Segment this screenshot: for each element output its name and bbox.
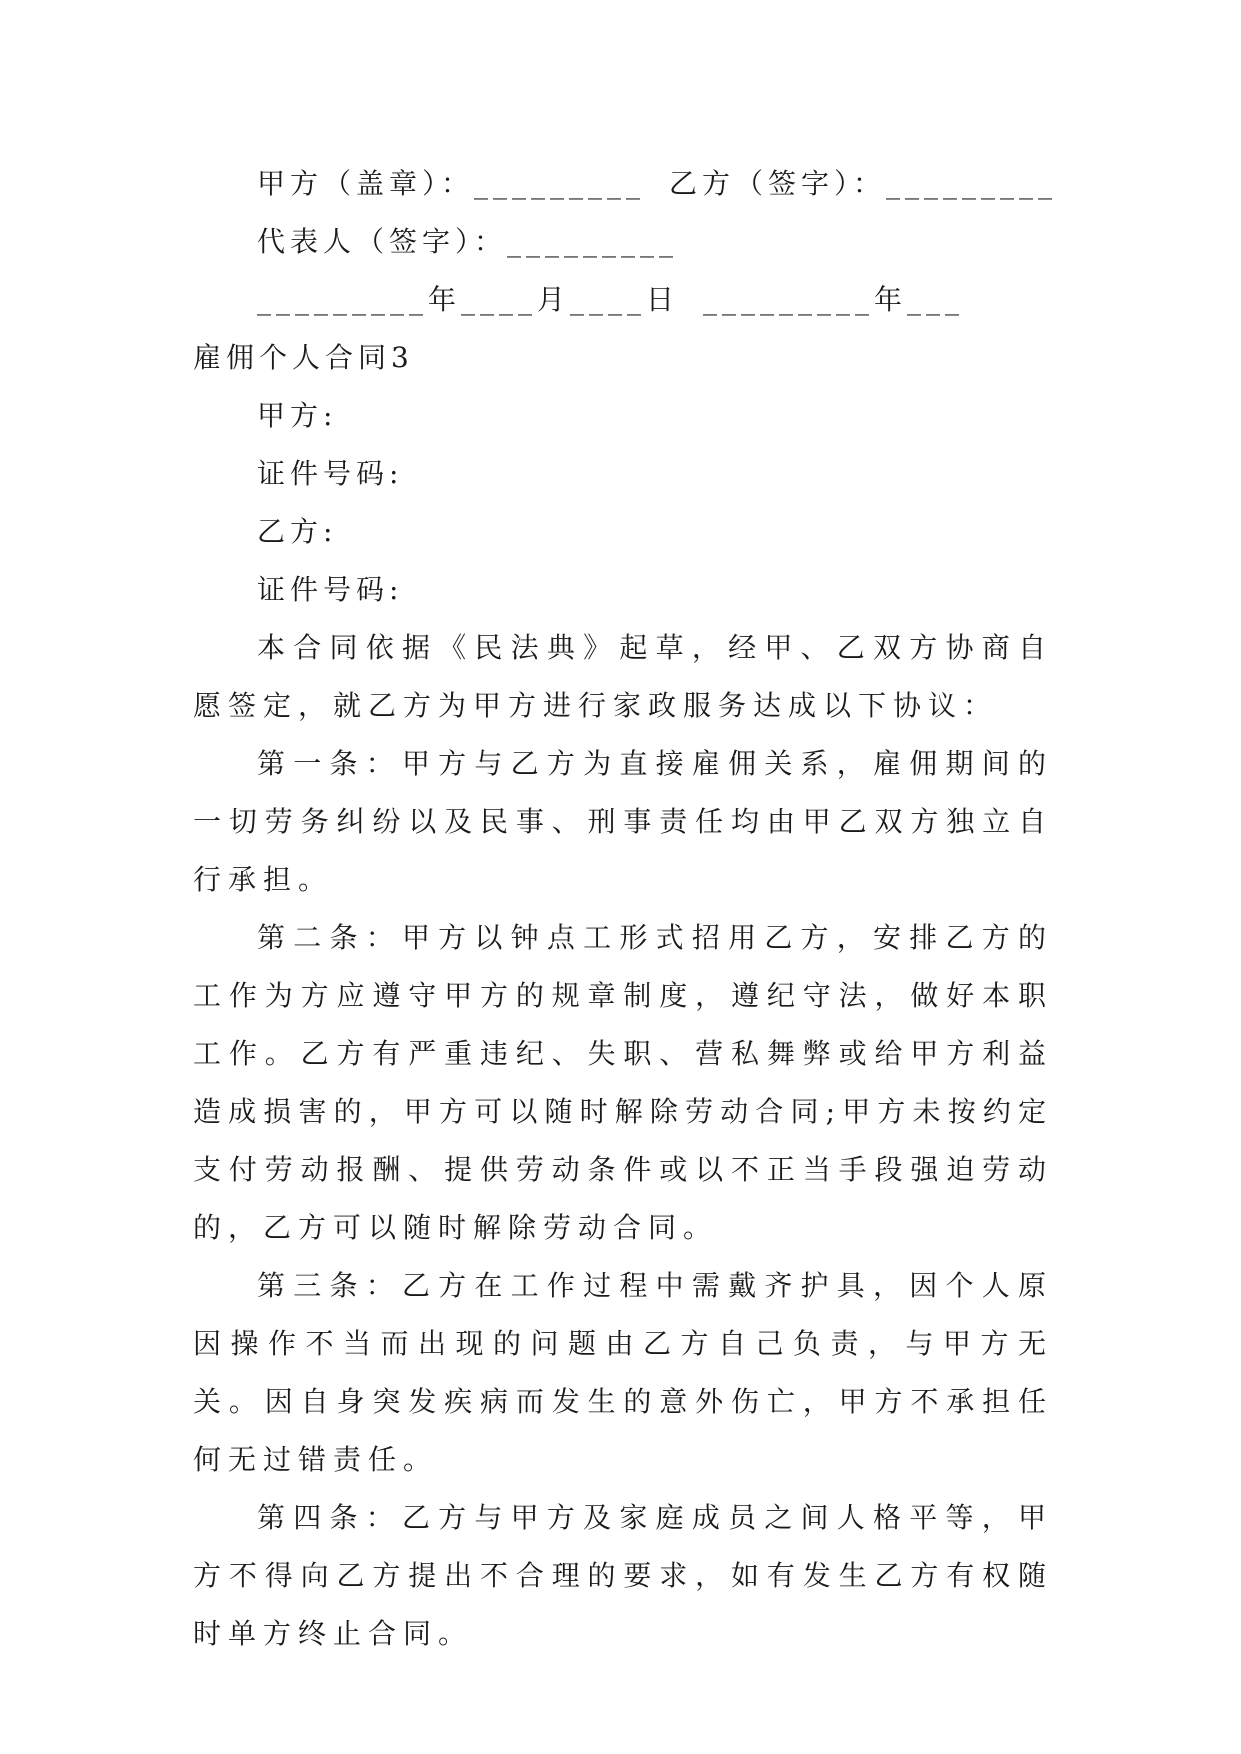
signature-line-representative [193, 213, 1053, 271]
paragraph-article-3: 第三条：乙方在工作过程中需戴齐护具，因个人原因操作不当而出现的问题由乙方自己负责，与甲方无关。因自身突发疾病而发生的意外伤亡，甲方不承担任何无过错责任。 [193, 1269, 1053, 1476]
signature-line-parties [193, 155, 1058, 213]
party-a-line [193, 387, 1053, 445]
party-a-label: 甲方: [257, 399, 338, 432]
party-a-id-line [193, 445, 1053, 503]
representative-sign-field: 代表人（签字）：_________ [257, 225, 679, 258]
paragraph-article-2: 第二条：甲方以钟点工形式招用乙方，安排乙方的工作为方应遵守甲方的规章制度，遵纪守法，做好本职工作。乙方有严重违纪、失职、营私舞弊或给甲方利益造成损害的，甲方可以随时解除劳动合同;甲方未按约定支付劳动报酬、提供劳动条件或以不正当手段强迫劳动的，乙方可以随时解除劳动合同。 [193, 921, 1053, 1244]
contract-title [193, 329, 1053, 387]
party-a-id-label: 证件号码: [257, 457, 404, 490]
contract-title-text: 雇佣个人合同3 [193, 341, 414, 374]
party-b-id-line [193, 561, 1053, 619]
paragraph-article-1: 第一条：甲方与乙方为直接雇佣关系，雇佣期间的一切劳务纠纷以及民事、刑事责任均由甲乙双方独立自行承担。 [193, 747, 1053, 896]
party-b-label: 乙方: [257, 515, 338, 548]
party-a-seal-field: 甲方（盖章）：_________ [257, 167, 646, 200]
paragraph-article-4: 第四条：乙方与甲方及家庭成员之间人格平等，甲方不得向乙方提出不合理的要求，如有发生乙方有权随时单方终止合同。 [193, 1501, 1053, 1650]
party-b-line [193, 503, 1053, 561]
document-body [193, 155, 1058, 1663]
signature-line-dates [193, 271, 1053, 329]
party-b-sign-field: 乙方（签字）：_________ [669, 167, 1058, 200]
date-field-a: _________年____月____日 [257, 283, 680, 316]
party-b-id-label: 证件号码: [257, 573, 404, 606]
paragraph-preamble: 本合同依据《民法典》起草，经甲、乙双方协商自愿签定，就乙方为甲方进行家政服务达成以下协议： [193, 631, 1053, 722]
date-field-b: _________年___ [703, 283, 965, 316]
